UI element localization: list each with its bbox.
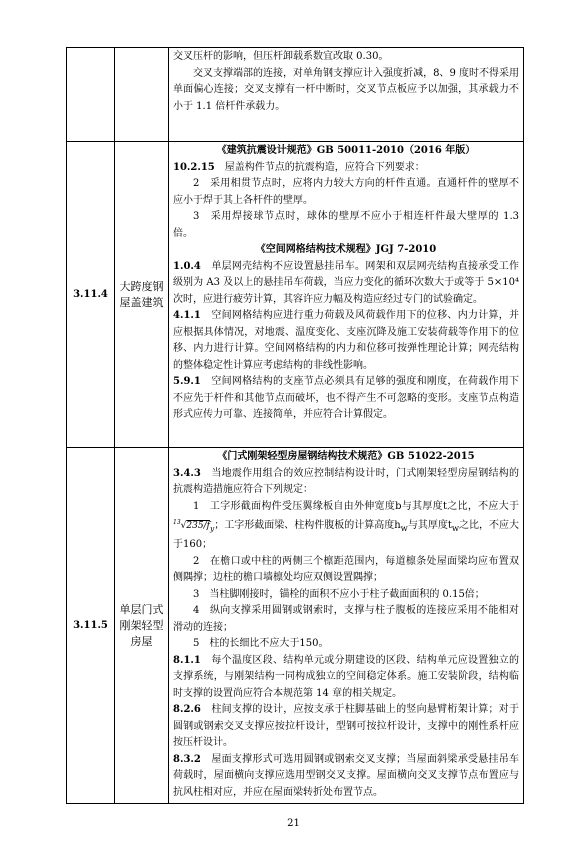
- clause-item: 1 工字形截面构件受压翼缘板自由外伸宽度b与其厚度t之比，不应大于$^{13}√235/f_y$；工字形截面梁、柱构件腹板的计算高度$h_w$与其厚度$t_w$之比，不应大于160；: [173, 500, 519, 551]
- clause-text: 柱间支撑的设计，应按支承于柱脚基础上的竖向悬臂桁架计算；对于圆钢或钢索交叉支撑应按拉杆设计，型钢可按拉杆设计，支撑中的刚性系杆应按压杆设计。: [173, 704, 520, 749]
- clause: [173, 466, 519, 499]
- clause-number: 4.1.1: [173, 310, 201, 321]
- slenderness-formula: $^{13}√235/f_y$: [173, 519, 215, 533]
- standard-title: 《空间网格结构技术规程》JGJ 7-2010: [255, 244, 437, 255]
- paragraph: 交叉压杆的影响，但压杆卸载系数宜改取 0.30。: [173, 51, 389, 62]
- clause-text: 屋盖构件节点的抗震构造，应符合下列要求：: [224, 161, 425, 173]
- table-row: [67, 142, 524, 448]
- clause: [173, 259, 519, 309]
- clause-item: 2 采用相贯节点时，应将内力较大方向的杆件直通。直通杆件的壁厚不应小于焊于其上各杆件的壁厚。: [173, 178, 519, 206]
- clause-number: 8.1.1: [173, 654, 201, 666]
- clause-number: 8.2.6: [173, 704, 201, 716]
- clause-item: 4 纵向支撑采用圆钢或钢索时，支撑与柱子腹板的连接应采用不能相对滑动的连接；: [173, 605, 519, 633]
- building-type-cell: [115, 48, 169, 142]
- clause: [173, 160, 519, 177]
- clause-number: 5.9.1: [173, 376, 201, 387]
- clause-number: 10.2.15: [173, 161, 215, 173]
- clause-item: 3 当柱脚刚接时，锚栓的面积不应小于柱子截面面积的 0.15倍；: [193, 588, 485, 600]
- clause-text: 空间网格结构应进行重力荷载及风荷载作用下的位移、内力计算，并应根据具体情况，对地震、温度变化、支座沉降及施工安装荷载等作用下的位移、内力进行计算。空间网格结构的内力和位移可按弹性理论计算；网壳结构的整体稳定性计算应考虑结构的非线性影响。: [173, 310, 520, 371]
- standard-title: 《门式刚架轻型房屋钢结构技术规范》GB 51022-2015: [217, 451, 475, 462]
- clause: [173, 653, 519, 703]
- clause: [173, 308, 519, 374]
- standard-title: 《建筑抗震设计规范》GB 50011-2010（2016 年版）: [216, 145, 476, 156]
- clause-number-cell: 3.11.4: [67, 142, 115, 448]
- clause-number: 8.3.2: [173, 753, 201, 765]
- requirement-cell: [169, 48, 524, 142]
- standards-table: [66, 47, 524, 804]
- page-number: 21: [287, 818, 300, 829]
- clause-number: 3.4.3: [173, 467, 201, 479]
- clause: [173, 374, 519, 424]
- building-type-cell: 大跨度钢屋盖建筑: [115, 142, 169, 448]
- clause-item: 5 柱的长细比不应大于150。: [193, 638, 329, 650]
- clause: [173, 752, 519, 802]
- clause-text: 每个温度区段、结构单元或分期建设的区段、结构单元应设置独立的支撑系统，与刚架结构一同构成独立的空间稳定体系。施工安装阶段，结构临时支撑的设置尚应符合本规范第 14 章的相关规定。: [173, 654, 520, 699]
- building-type-cell: 单层门式刚架轻型房屋: [115, 448, 169, 804]
- clause-text: 空间网格结构的支座节点必须具有足够的强度和刚度，在荷载作用下不应先于杆件和其他节点而破坏，也不得产生不可忽略的变形。支座节点构造形式应传力可靠、连接简单，并应符合计算假定。: [173, 376, 520, 420]
- clause-item: 3 采用焊接球节点时，球体的壁厚不应小于相连杆件最大壁厚的 1.3 倍。: [173, 211, 519, 239]
- clause-number-cell: 3.11.5: [67, 448, 115, 804]
- clause: [173, 702, 519, 752]
- clause-item: 2 在檐口或中柱的两侧三个檩距范围内，每道檩条处屋面梁均应布置双侧隅撑；边柱的檐口墙檩处均应双侧设置隅撑；: [173, 555, 519, 584]
- clause-number: 1.0.4: [173, 260, 201, 272]
- paragraph: 交叉支撑端部的连接，对单角钢支撑应计入强度折减，8、9 度时不得采用单面偏心连接；交叉支撑有一杆中断时，交叉节点板应予以加强，其承载力不小于 1.1 倍杆件承载力。: [173, 67, 519, 112]
- requirement-cell: [169, 142, 524, 448]
- clause-text: 屋面支撑形式可选用圆钢或钢索交叉支撑；当屋面斜梁承受悬挂吊车荷载时，屋面横向支撑应选用型钢交叉支撑。屋面横向交叉支撑节点布置应与抗风柱相对应，并应在屋面梁转折处布置节点。: [173, 753, 520, 798]
- requirement-cell: [169, 448, 524, 804]
- clause-number-cell: [67, 48, 115, 142]
- clause-text: 当地震作用组合的效应控制结构设计时，门式刚架轻型房屋钢结构的抗震构造措施应符合下列规定：: [173, 467, 520, 495]
- table-row: [67, 48, 524, 142]
- table-row: [67, 448, 524, 804]
- clause-text: 单层网壳结构不应设置悬挂吊车。网架和双层网壳结构直接承受工作级别为 A3 及以上的悬挂吊车荷载，当应力变化的循环次数大于或等于 5×10⁴次时，应进行疲劳计算，其容许应力幅及构造应经过专门的试验确定。: [173, 260, 520, 305]
